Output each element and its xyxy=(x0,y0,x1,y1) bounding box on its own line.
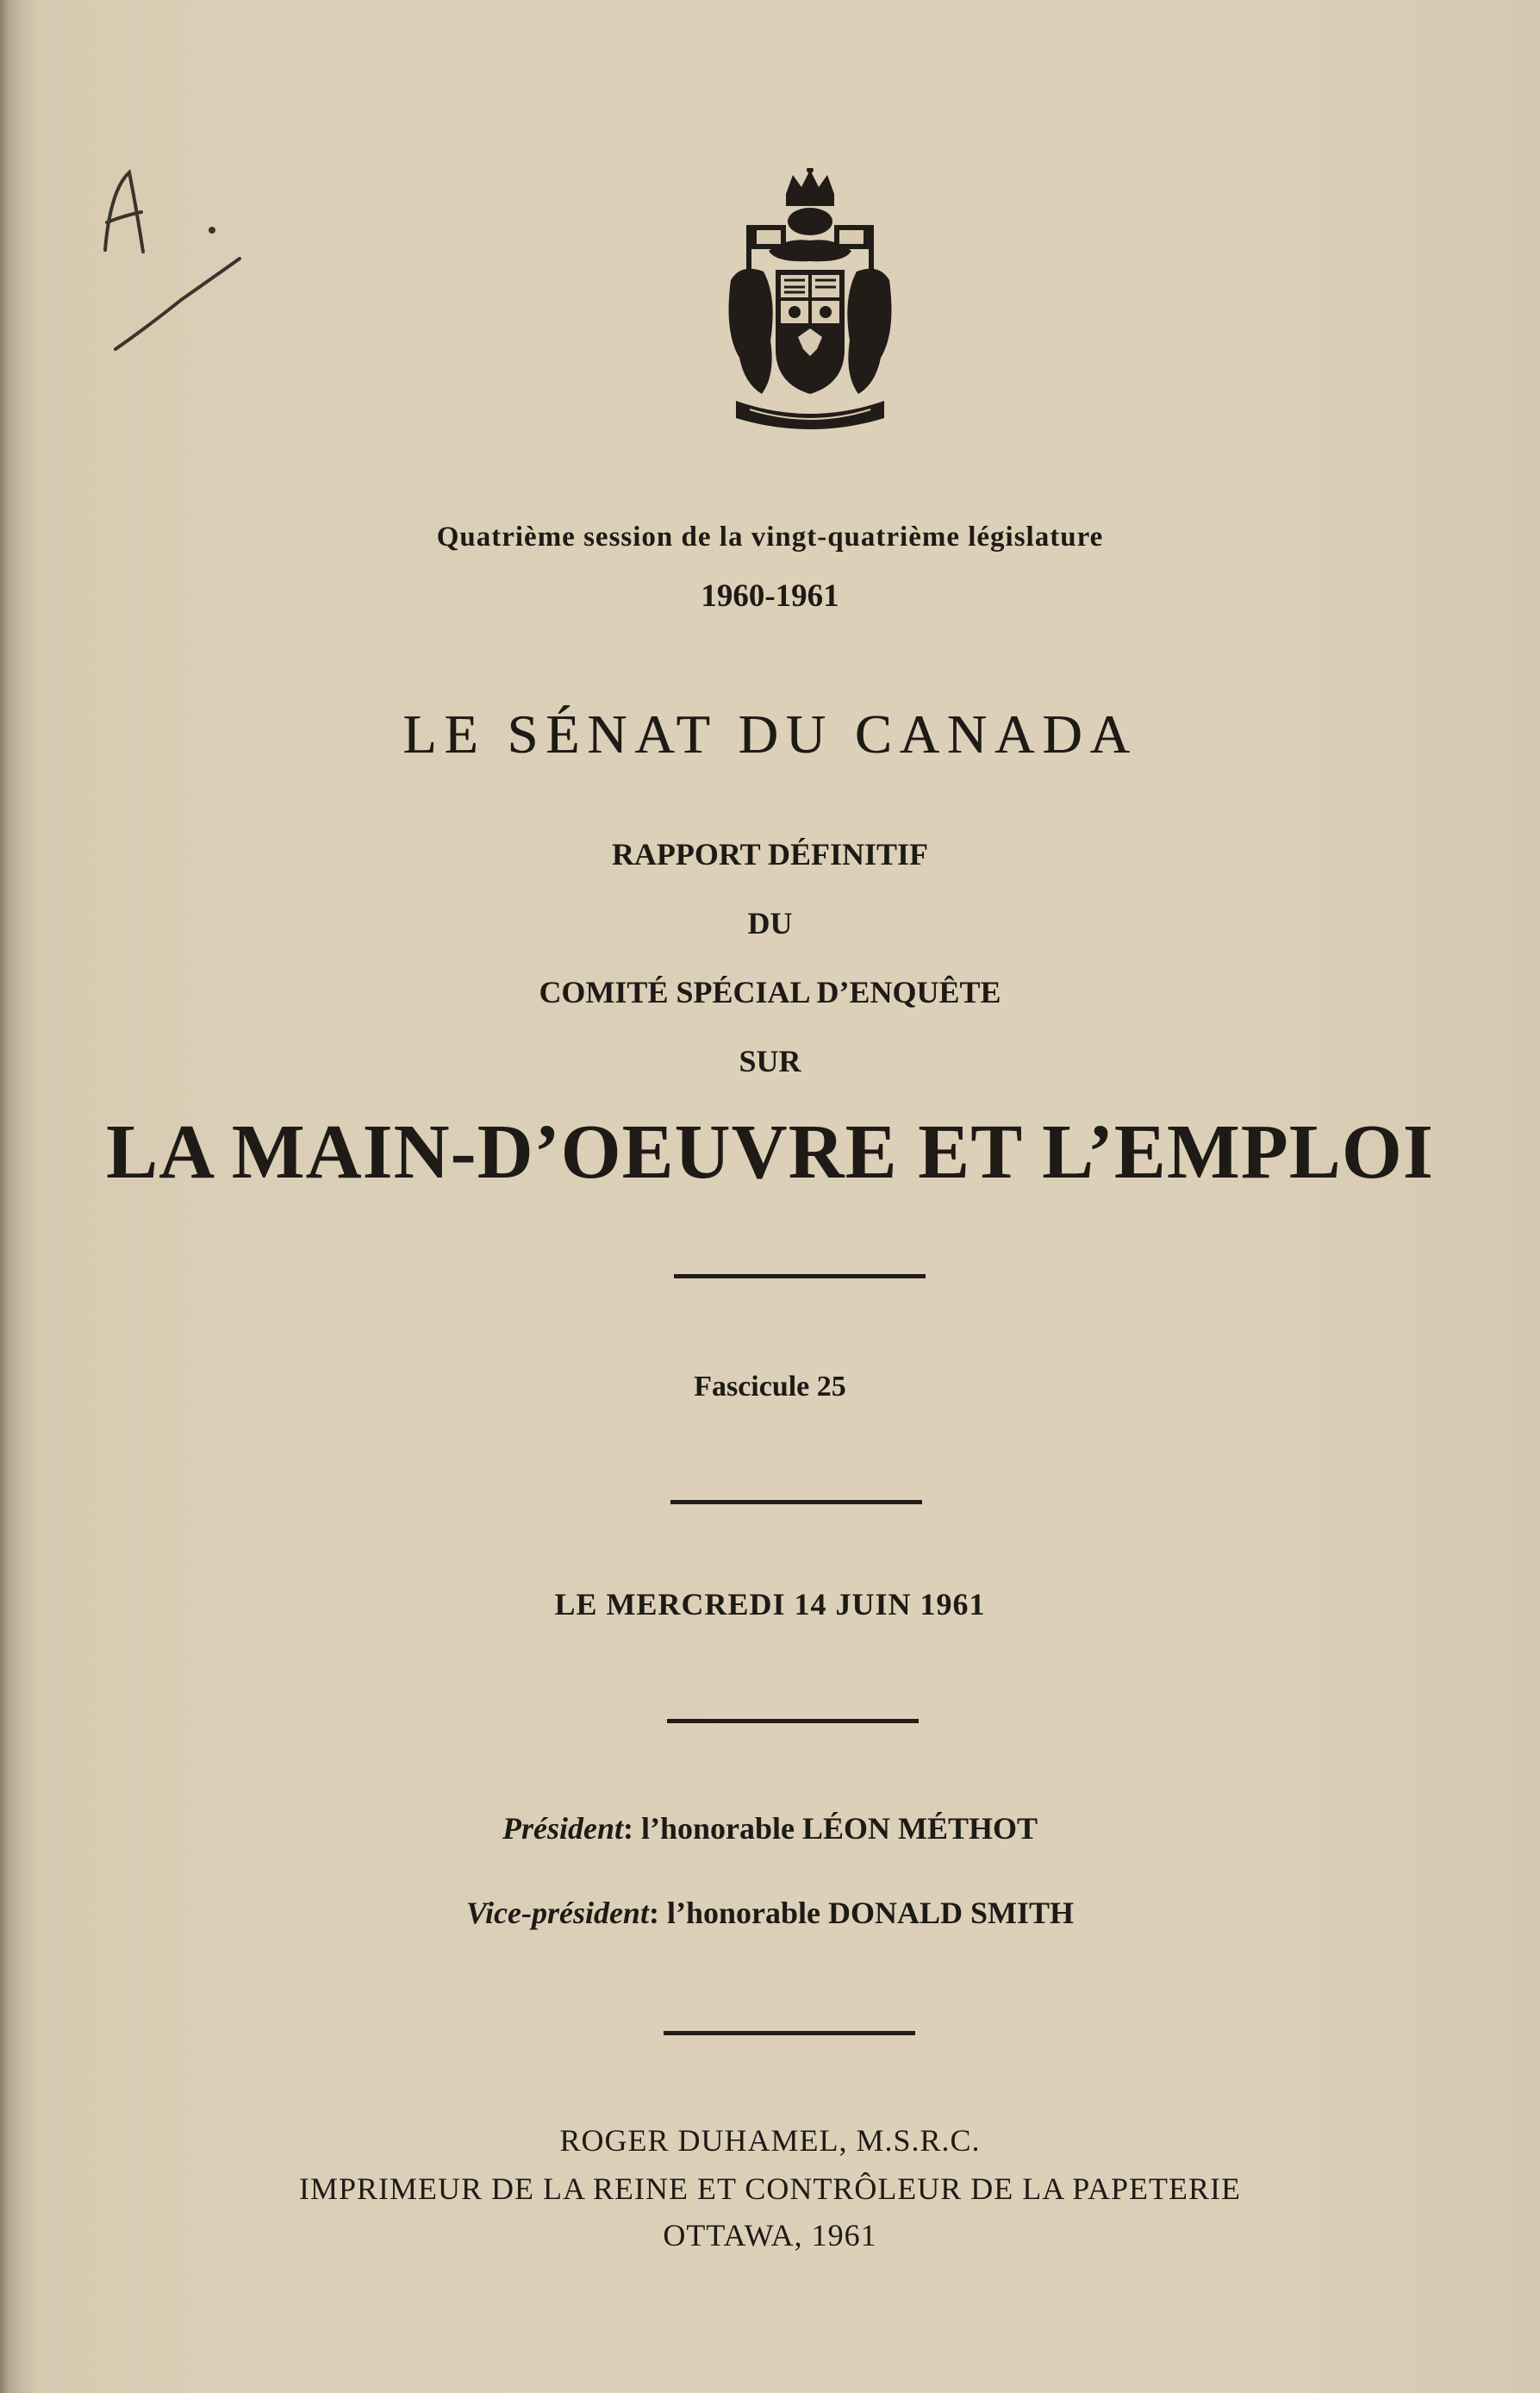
report-main-title: LA MAIN-D’OEUVRE ET L’EMPLOI xyxy=(106,1109,1434,1195)
fascicule-number: Fascicule 25 xyxy=(694,1371,846,1403)
report-title-line-1: RAPPORT DÉFINITIF xyxy=(611,837,929,872)
divider-rule-2 xyxy=(670,1500,922,1504)
session-years: 1960-1961 xyxy=(701,578,839,614)
divider-rule-3 xyxy=(667,1719,919,1723)
session-line: Quatrième session de la vingt-quatrième législature xyxy=(436,522,1104,553)
printer-place-year: OTTAWA, 1961 xyxy=(663,2218,877,2252)
printer-title: IMPRIMEUR DE LA REINE ET CONTRÔLEUR DE LA PAPETERIE xyxy=(298,2171,1241,2206)
report-title-line-4: SUR xyxy=(739,1044,801,1078)
divider-rule-4 xyxy=(664,2031,915,2035)
president-role: Président xyxy=(502,1811,623,1846)
divider-rule-1 xyxy=(674,1274,926,1278)
printer-name: ROGER DUHAMEL, M.S.R.C. xyxy=(559,2123,981,2158)
vice-president-name: : l’honorable DONALD SMITH xyxy=(648,1896,1074,1930)
handwritten-mark-icon xyxy=(95,155,250,362)
page-binding-edge xyxy=(0,0,38,2393)
vice-president-line xyxy=(0,1895,1540,1931)
meeting-date: LE MERCREDI 14 JUIN 1961 xyxy=(554,1587,986,1621)
institution-title: LE SÉNAT DU CANADA xyxy=(402,703,1138,765)
coat-of-arms-icon xyxy=(715,168,905,440)
report-title-line-3: COMITÉ SPÉCIAL D’ENQUÊTE xyxy=(539,975,1001,1009)
report-title-line-2: DU xyxy=(747,906,793,940)
president-line xyxy=(0,1810,1540,1846)
president-name: : l’honorable LÉON MÉTHOT xyxy=(622,1811,1038,1846)
vice-president-role: Vice-président xyxy=(465,1896,649,1930)
